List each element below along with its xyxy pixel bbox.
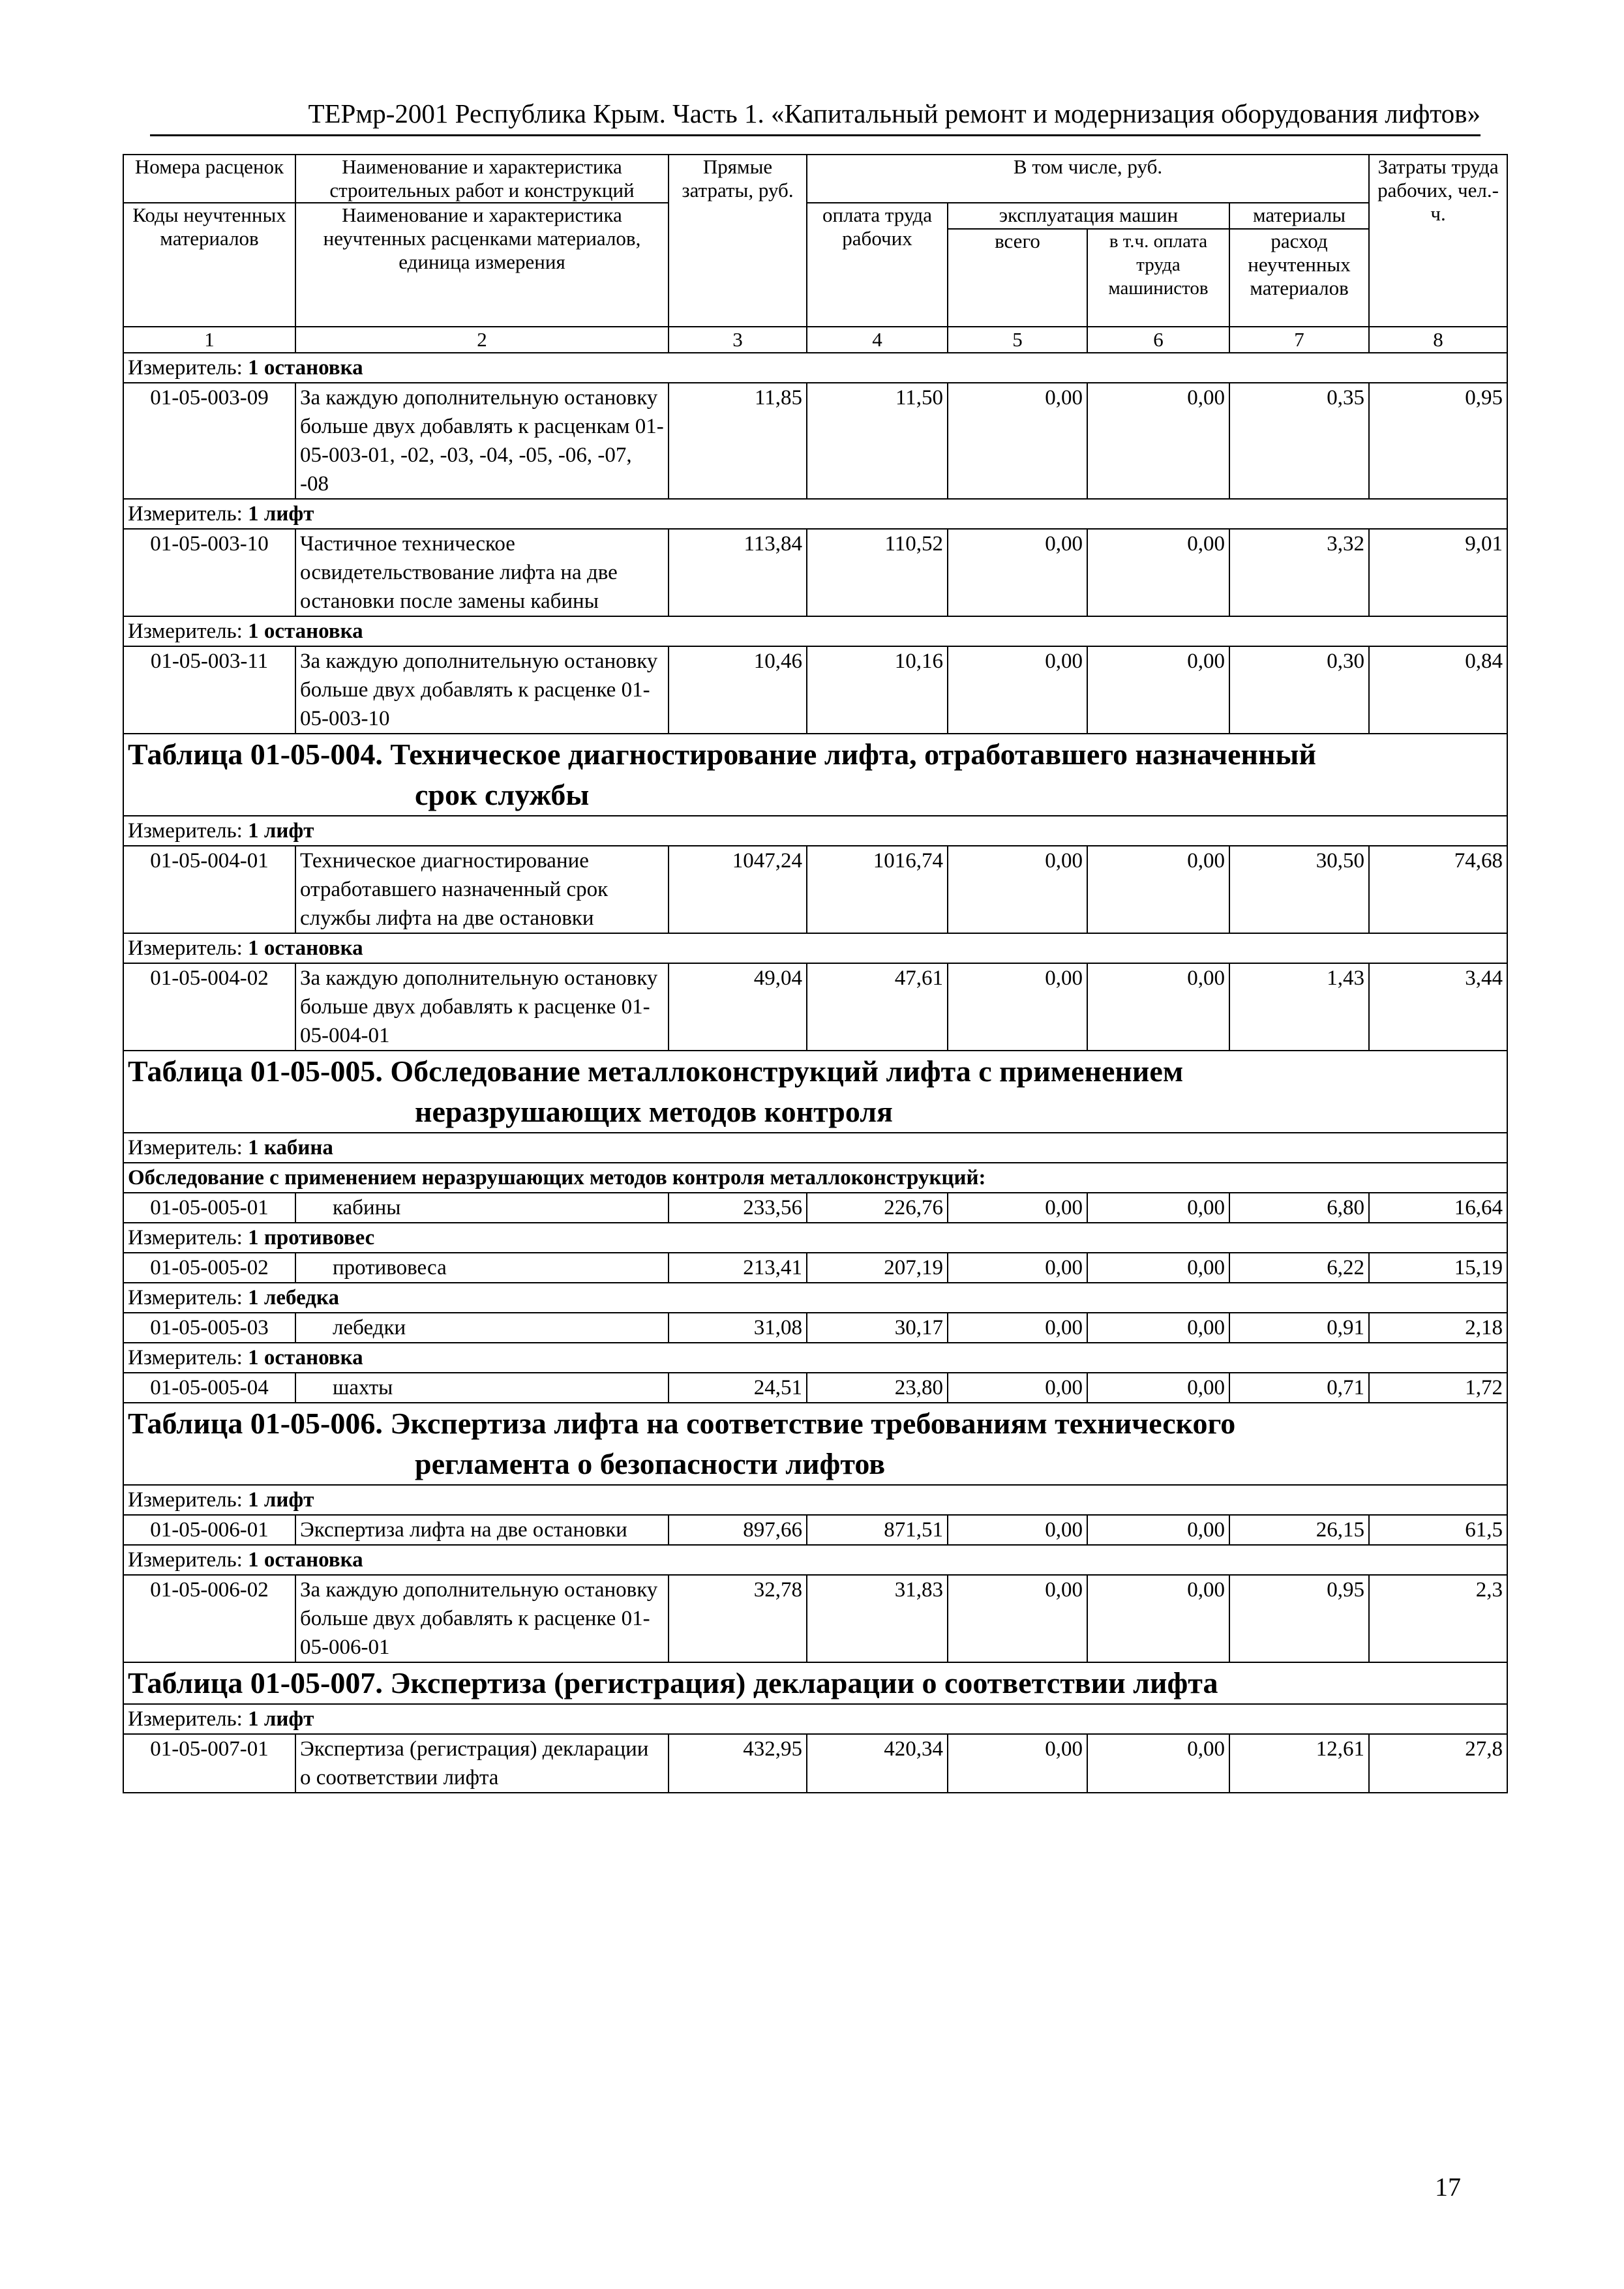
col-machines-header: эксплуатация машин [948,203,1229,229]
measure-row: Измеритель: 1 остановка [123,933,1507,963]
col-labor-hours-header: Затраты труда рабочих, чел.-ч. [1369,155,1507,327]
measure-row: Измеритель: 1 остановка [123,1343,1507,1373]
col-number: 3 [669,327,807,353]
col-number: 5 [948,327,1087,353]
table-row: 01-05-005-02 противовеса 213,41 207,19 0,00 0,00 6,22 15,19 [123,1253,1507,1283]
measure-row: Измеритель: 1 остановка [123,353,1507,383]
price-table [123,154,1508,1793]
col-number: 6 [1087,327,1229,353]
col-code-header: Номера расценок [123,155,295,203]
section-title: Таблица 01-05-006. Экспертиза лифта на соответствие требованиям технического регламента о безопасности лифтов [123,1403,1507,1485]
col-operators-pay-header: в т.ч. оплата труда машинистов [1087,229,1229,327]
measure-row: Измеритель: 1 лифт [123,499,1507,529]
col-number: 1 [123,327,295,353]
measure-row: Измеритель: 1 лифт [123,816,1507,846]
col-materials-name-header: Наименование и характеристика неучтенных расценками материалов, единица измерения [295,203,669,327]
measure-row: Измеритель: 1 лебедка [123,1283,1507,1313]
col-number: 2 [295,327,669,353]
table-row: 01-05-003-10 Частичное техническое освидетельствование лифта на две остановки после замены кабины 113,84 110,52 0,00 0,00 3,32 9,01 [123,529,1507,616]
col-workers-pay-header: оплата труда рабочих [807,203,948,327]
section-title: Таблица 01-05-007. Экспертиза (регистрация) декларации о соответствии лифта [123,1662,1507,1704]
table-row: 01-05-004-01 Техническое диагностирование отработавшего назначенный срок службы лифта на две остановки 1047,24 1016,74 0,00 0,00 30,50 74,68 [123,846,1507,933]
col-materials-code-header: Коды неучтенных материалов [123,203,295,327]
table-row: 01-05-006-01 Экспертиза лифта на две остановки 897,66 871,51 0,00 0,00 26,15 61,5 [123,1515,1507,1545]
measure-row: Измеритель: 1 кабина [123,1133,1507,1163]
col-direct-costs-header: Прямые затраты, руб. [669,155,807,327]
col-number: 7 [1229,327,1369,353]
col-number: 4 [807,327,948,353]
col-machines-total-header: всего [948,229,1087,327]
measure-row: Измеритель: 1 противовес [123,1223,1507,1253]
section-subtitle: Обследование с применением неразрушающих методов контроля металлоконструкций: [123,1163,1507,1193]
table-row: 01-05-004-02 За каждую дополнительную остановку больше двух добавлять к расценке 01-05-004-01 49,04 47,61 0,00 0,00 1,43 3,44 [123,963,1507,1051]
table-row: 01-05-003-11 За каждую дополнительную остановку больше двух добавлять к расценке 01-05-003-10 10,46 10,16 0,00 0,00 0,30 0,84 [123,646,1507,734]
measure-row: Измеритель: 1 лифт [123,1485,1507,1515]
table-row: 01-05-005-04 шахты 24,51 23,80 0,00 0,00 0,71 1,72 [123,1373,1507,1403]
measure-row: Измеритель: 1 остановка [123,616,1507,646]
table-row: 01-05-005-01 кабины 233,56 226,76 0,00 0,00 6,80 16,64 [123,1193,1507,1223]
table-row: 01-05-006-02 За каждую дополнительную остановку больше двух добавлять к расценке 01-05-006-01 32,78 31,83 0,00 0,00 0,95 2,3 [123,1575,1507,1662]
section-title: Таблица 01-05-004. Техническое диагностирование лифта, отработавшего назначенный срок службы [123,734,1507,816]
col-materials-consumption-header: расход неучтенных материалов [1229,229,1369,327]
col-name-header: Наименование и характеристика строительных работ и конструкций [295,155,669,203]
page-number: 17 [1435,2172,1461,2202]
col-materials-header: материалы [1229,203,1369,229]
measure-row: Измеритель: 1 лифт [123,1704,1507,1734]
col-number: 8 [1369,327,1507,353]
table-row: 01-05-007-01 Экспертиза (регистрация) декларации о соответствии лифта 432,95 420,34 0,00 0,00 12,61 27,8 [123,1734,1507,1793]
col-group-header: В том числе, руб. [807,155,1369,203]
section-title: Таблица 01-05-005. Обследование металлоконструкций лифта с применением неразрушающих методов контроля [123,1051,1507,1133]
running-header: ТЕРмр-2001 Республика Крым. Часть 1. «Капитальный ремонт и модернизация оборудования лифтов» [150,98,1481,136]
measure-row: Измеритель: 1 остановка [123,1545,1507,1575]
table-row: 01-05-003-09 За каждую дополнительную остановку больше двух добавлять к расценкам 01-05-003-01, -02, -03, -04, -05, -06, -07, -08 11,85 11,50 0,00 0,00 0,35 0,95 [123,383,1507,499]
table-row: 01-05-005-03 лебедки 31,08 30,17 0,00 0,00 0,91 2,18 [123,1313,1507,1343]
